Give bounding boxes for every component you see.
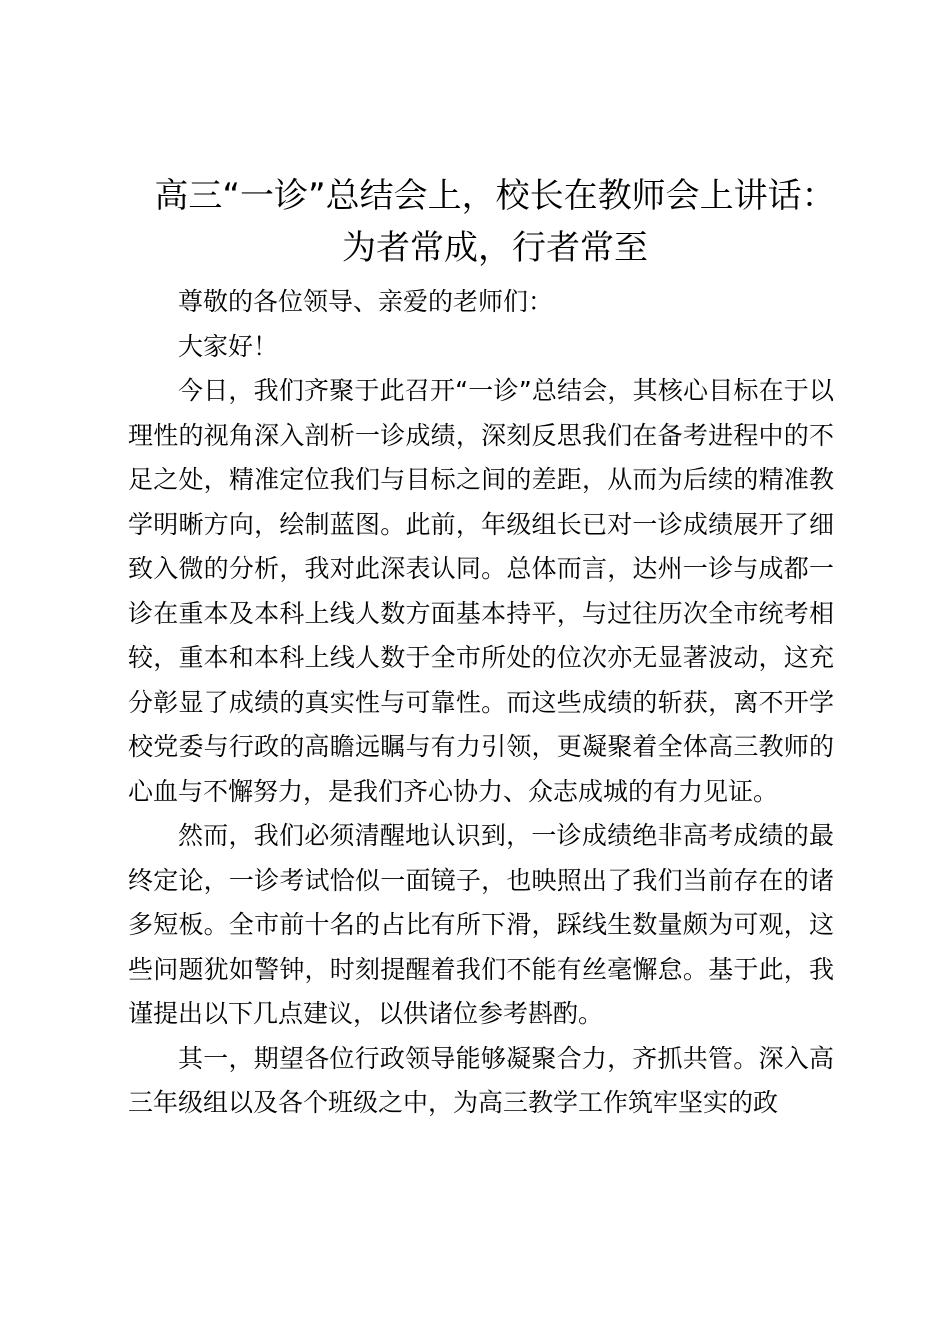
document-title-line-2: 为者常成，行者常至 (342, 228, 648, 268)
document-title-line-1: 高三“一诊”总结会上，校长在教师会上讲话： (154, 176, 836, 216)
body-paragraph: 然而，我们必须清醒地认识到，一诊成绩绝非高考成绩的最终定论，一诊考试恰似一面镜子，也映照出了我们当前存在的诸多短板。全市前十名的占比有所下滑，踩线生数量颇为可观，这些问题犹如警钟，时刻提醒着我们不能有丝毫懈怠。基于此，我谨提出以下几点建议，以供诸位参考斟酌。 (128, 821, 834, 1028)
salutation: 尊敬的各位领导、亲爱的老师们： (178, 287, 554, 316)
body-paragraph: 今日，我们齐聚于此召开“一诊”总结会，其核心目标在于以理性的视角深入剖析一诊成绩，深刻反思我们在备考进程中的不足之处，精准定位我们与目标之间的差距，从而为后续的精准教学明晰方向，绘制蓝图。此前，年级组长已对一诊成绩展开了细致入微的分析，我对此深表认同。总体而言，达州一诊与成都一诊在重本及本科上线人数方面基本持平，与过往历次全市统考相较，重本和本科上线人数于全市所处的位次亦无显著波动，这充分彰显了成绩的真实性与可靠性。而这些成绩的斩获，离不开学校党委与行政的高瞻远瞩与有力引领，更凝聚着全体高三教师的心血与不懈努力，是我们齐心协力、众志成城的有力见证。 (128, 376, 834, 806)
document-body (128, 280, 834, 1126)
greeting: 大家好！ (178, 331, 279, 361)
body-paragraph: 其一，期望各位行政领导能够凝聚合力，齐抓共管。深入高三年级组以及各个班级之中，为高三教学工作筑牢坚实的政 (128, 1043, 834, 1117)
